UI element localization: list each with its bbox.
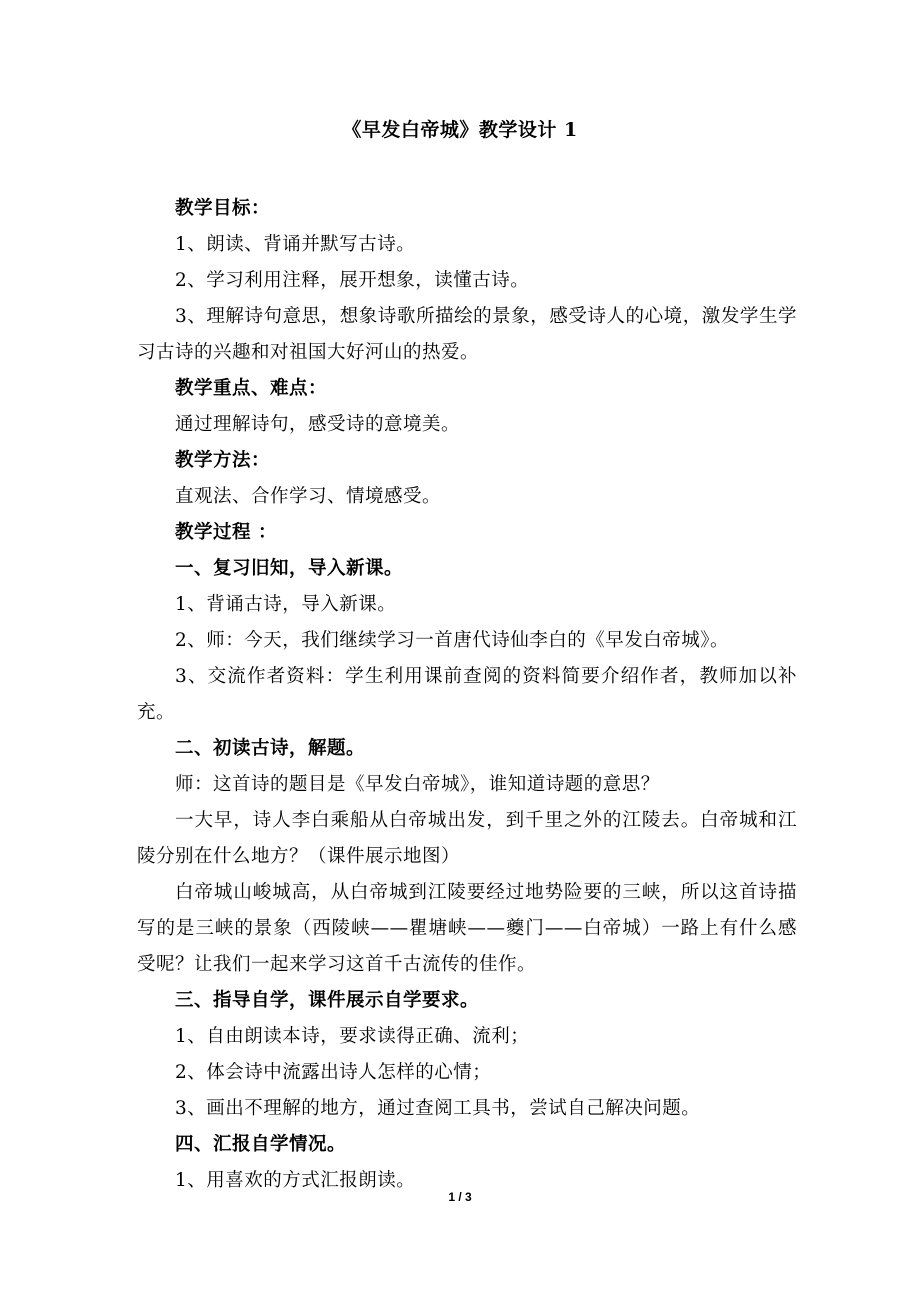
- paragraph: 1、背诵古诗，导入新课。: [175, 594, 397, 615]
- section-heading-key-points: 教学重点、难点：: [175, 378, 328, 399]
- paragraph: 2、师：今天，我们继续学习一首唐代诗仙李白的《早发白帝城》。: [175, 630, 730, 651]
- section-heading-methods: 教学方法：: [175, 450, 271, 471]
- step-heading-2: 二、初读古诗，解题。: [175, 738, 366, 759]
- paragraph: 3、理解诗句意思，想象诗歌所描绘的景象，感受诗人的心境，激发学生学习古诗的兴趣和对祖国大好河山的热爱。: [137, 306, 797, 363]
- paragraph: 2、学习利用注释，展开想象，读懂古诗。: [175, 270, 530, 291]
- paragraph: 3、画出不理解的地方，通过查阅工具书，尝试自己解决问题。: [175, 1098, 701, 1119]
- paragraph: 1、朗读、背诵并默写古诗。: [175, 234, 416, 255]
- document-title: 《早发白帝城》教学设计 1: [342, 119, 578, 141]
- paragraph: 1、自由朗读本诗，要求读得正确、流利；: [175, 1026, 530, 1047]
- paragraph: 白帝城山峻城高，从白帝城到江陵要经过地势险要的三峡，所以这首诗描写的是三峡的景象（西陵峡——瞿塘峡——夔门——白帝城）一路上有什么感受呢？让我们一起来学习这首千古流传的佳作。: [137, 882, 797, 975]
- paragraph: 师：这首诗的题目是《早发白帝城》，谁知道诗题的意思？: [175, 774, 660, 795]
- paragraph: 直观法、合作学习、情境感受。: [175, 486, 442, 507]
- document-body: [137, 191, 797, 1199]
- paragraph: 3、交流作者资料：学生利用课前查阅的资料简要介绍作者，教师加以补充。: [137, 666, 797, 723]
- section-heading-process: 教学过程 ：: [175, 522, 277, 543]
- step-heading-1: 一、复习旧知，导入新课。: [175, 558, 404, 579]
- paragraph: 一大早，诗人李白乘船从白帝城出发，到千里之外的江陵去。白帝城和江陵分别在什么地方？（课件展示地图）: [137, 810, 797, 867]
- section-heading-objectives: 教学目标：: [175, 198, 271, 219]
- step-heading-4: 四、汇报自学情况。: [175, 1134, 347, 1155]
- paragraph: 1、用喜欢的方式汇报朗读。: [175, 1170, 416, 1191]
- step-heading-3: 三、指导自学，课件展示自学要求。: [175, 990, 480, 1011]
- paragraph: 2、体会诗中流露出诗人怎样的心情；: [175, 1062, 492, 1083]
- paragraph: 通过理解诗句，感受诗的意境美。: [175, 414, 461, 435]
- page-number: 1 / 3: [448, 1190, 472, 1204]
